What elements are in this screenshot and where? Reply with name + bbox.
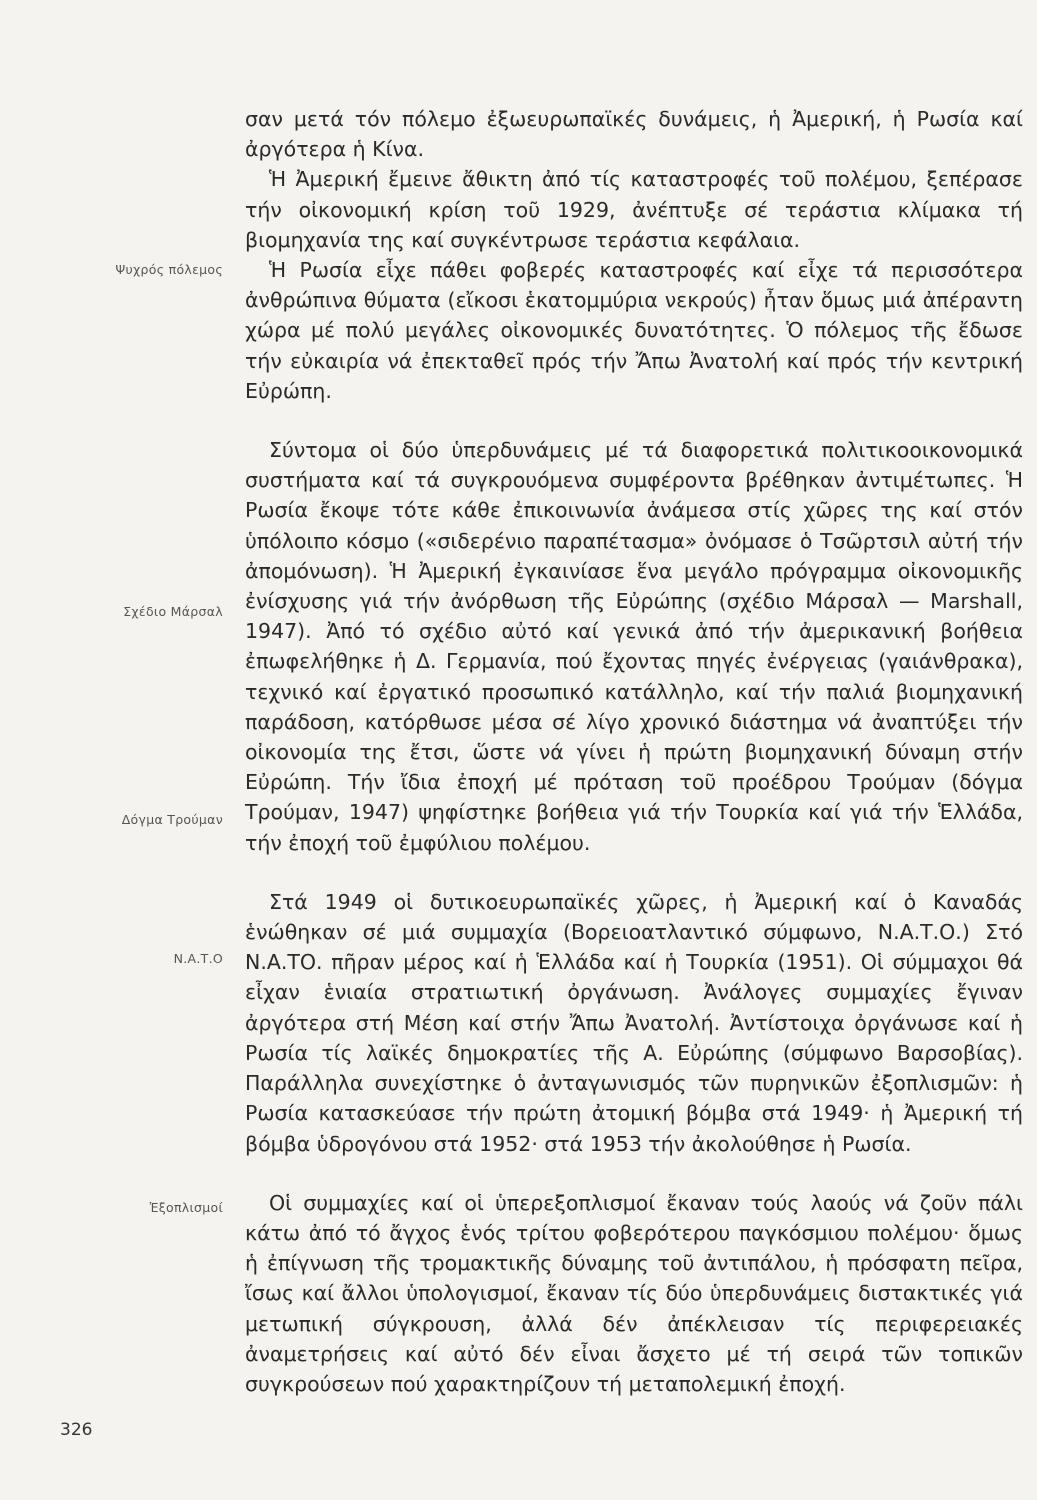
margin-note-nato: Ν.Α.Τ.Ο bbox=[173, 951, 223, 966]
paragraph-3: Ἡ Ρωσία εἶχε πάθει φοβερές καταστροφές καί εἶχε τά περισσότερα ἀνθρώπινα θύματα (εἴκοσι ἑκατομμύρια νεκρούς) ἦταν ὅμως μιά ἀπέραντη χώρα μέ πολύ μεγάλες οἰκονομικές δυνατότητες. Ὁ πόλεμος τῆς ἔδωσε τήν εὐκαιρία νά ἐπεκταθεῖ πρός τήν Ἄπω Ἀνατολή καί πρός τήν κεντρική Εὐρώπη. bbox=[245, 258, 1023, 403]
paragraph-1: σαν μετά τόν πόλεμο ἐξωευρωπαϊκές δυνάμεις, ἡ Ἀμερική, ἡ Ρωσία καί ἀργότερα ἡ Κίνα. bbox=[245, 107, 1023, 162]
paragraph-5: Στά 1949 οἱ δυτικοευρωπαϊκές χῶρες, ἡ Ἀμερική καί ὁ Καναδάς ἑνώθηκαν σέ μιά συμμαχία (Βορειοατλαντικό σύμφωνο, Ν.Α.Τ.Ο.) Στό Ν.Α.ΤΟ. πῆραν μέρος καί ἡ Ἑλλάδα καί ἡ Τουρκία (1951). Οἱ σύμμαχοι θά εἶχαν ἑνιαία στρατιωτική ὀργάνωση. Ἀνάλογες συμμαχίες ἔγιναν ἀργότερα στή Μέση καί στήν Ἄπω Ἀνατολή. Ἀντίστοιχα ὀργάνωσε καί ἡ Ρωσία τίς λαϊκές δημοκρατίες τῆς Α. Εὐρώπης (σύμφωνο Βαρσοβίας). Παράλληλα συνεχίστηκε ὁ ἀνταγωνισμός τῶν πυρηνικῶν ἐξοπλισμῶν: ἡ Ρωσία κατασκεύασε τήν πρώτη ἀτομική βόμβα στά 1949· ἡ Ἀμερική τή βόμβα ὑδρογόνου στά 1952· στά 1953 τήν ἀκολούθησε ἡ Ρωσία. bbox=[245, 889, 1023, 1156]
margin-note-marshall-plan: Σχέδιο Μάρσαλ bbox=[123, 604, 223, 619]
main-text bbox=[245, 104, 1023, 1399]
margin-note-truman-doctrine: Δόγμα Τρούμαν bbox=[121, 812, 223, 827]
paragraph-6: Οἱ συμμαχίες καί οἱ ὑπερεξοπλισμοί ἔκαναν τούς λαούς νά ζοῦν πάλι κάτω ἀπό τό ἄγχος ἑνός τρίτου φοβερότερου παγκόσμιου πολέμου· ὅμως ἡ ἐπίγνωση τῆς τρομακτικῆς δύναμης τοῦ ἀντιπάλου, ἡ πρόσφατη πεῖρα, ἴσως καί ἄλλοι ὑπολογισμοί, ἔκαναν τίς δύο ὑπερδυνάμεις διστακτικές γιά μετωπική σύγκρουση, ἀλλά δέν ἀπέκλεισαν τίς περιφερειακές ἀναμετρήσεις καί αὐτό δέν εἶναι ἄσχετο μέ τή σειρά τῶν τοπικῶν συγκρούσεων πού χαρακτηρίζουν τή μεταπολεμική ἐποχή. bbox=[245, 1190, 1023, 1396]
page-number: 326 bbox=[60, 1420, 93, 1440]
margin-note-cold-war: Ψυχρός πόλεμος bbox=[115, 262, 223, 277]
paragraph-4: Σύντομα οἱ δύο ὑπερδυνάμεις μέ τά διαφορετικά πολιτικοοικονομικά συστήματα καί τά συγκρουόμενα συμφέροντα βρέθηκαν ἀντιμέτωπες. Ἡ Ρωσία ἔκοψε τότε κάθε ἐπικοινωνία ἀνάμεσα στίς χῶρες της καί στόν ὑπόλοιπο κόσμο («σιδερένιο παραπέτασμα» ὀνόμασε ὁ Τσῶρτσιλ αὐτή τήν ἀπομόνωση). Ἡ Ἀμερική ἐγκαινίασε ἕνα μεγάλο πρόγραμμα οἰκονομικῆς ἐνίσχυσης γιά τήν ἀνόρθωση τῆς Εὐρώπης (σχέδιο Μάρσαλ — Marshall, 1947). Ἀπό τό σχέδιο αὐτό καί γενικά ἀπό τήν ἀμερικανική βοήθεια ἐπωφελήθηκε ἡ Δ. Γερμανία, πού ἔχοντας πηγές ἐνέργειας (γαιάνθρακα), τεχνικό καί ἐργατικό προσωπικό κατάλληλο, καί τήν παλιά βιομηχανική παράδοση, κατόρθωσε μέσα σέ λίγο χρονικό διάστημα νά ἀναπτύξει τήν οἰκονομία της ἔτσι, ὥστε νά γίνει ἡ πρώτη βιομηχανική δύναμη στήν Εὐρώπη. Τήν ἴδια ἐποχή μέ πρόταση τοῦ προέδρου Τρούμαν (δόγμα Τρούμαν, 1947) ψηφίστηκε βοήθεια γιά τήν Τουρκία καί γιά τήν Ἑλλάδα, τήν ἐποχή τοῦ ἐμφύλιου πολέμου. bbox=[245, 438, 1023, 855]
margin-note-armaments: Ἐξοπλισμοί bbox=[149, 1200, 223, 1215]
paragraph-2: Ἡ Ἀμερική ἔμεινε ἄθικτη ἀπό τίς καταστροφές τοῦ πολέμου, ξεπέρασε τήν οἰκονομική κρίση τοῦ 1929, ἀνέπτυξε σέ τεράστια κλίμακα τή βιομηχανία της καί συγκέντρωσε τεράστια κεφάλαια. bbox=[245, 167, 1023, 252]
